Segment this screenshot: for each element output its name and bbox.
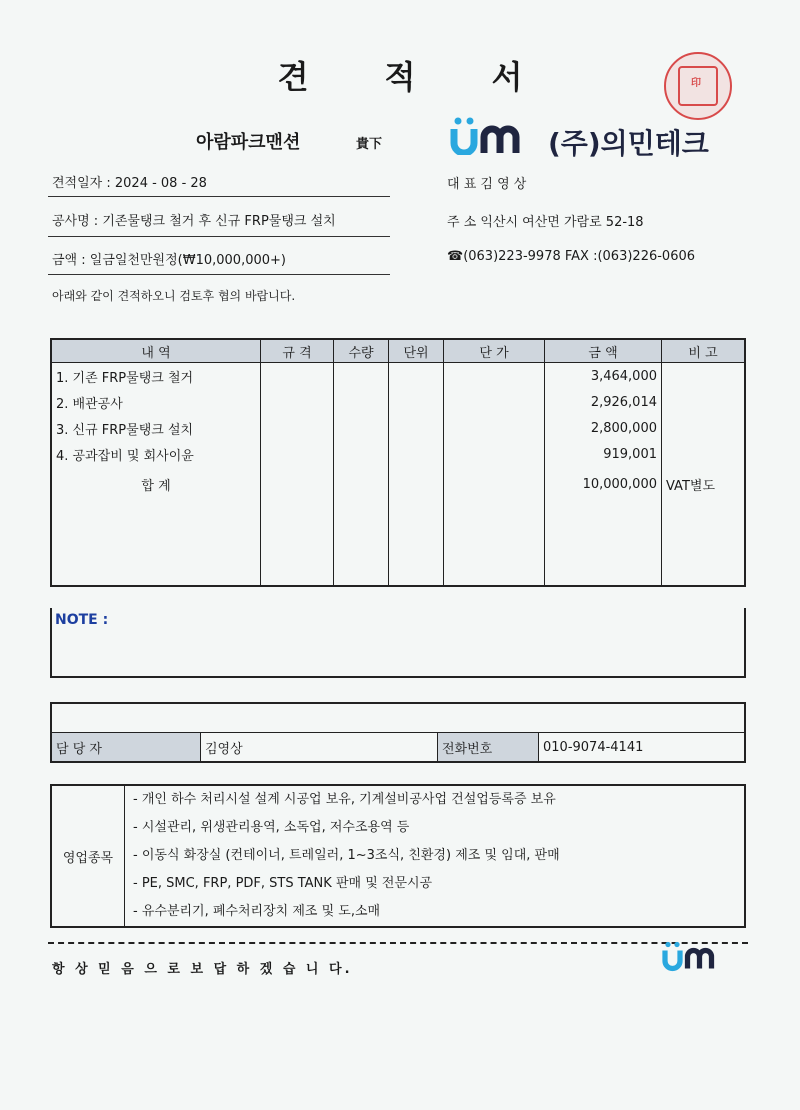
company-phone: ☎(063)223-9978 FAX :(063)226-0606 xyxy=(447,249,696,264)
business-table xyxy=(50,784,746,928)
header-spec: 규 격 xyxy=(261,339,334,363)
table-row xyxy=(51,389,745,415)
table-row xyxy=(51,363,745,390)
total-remark: VAT별도 xyxy=(662,467,746,501)
title-char: 서 xyxy=(491,58,523,96)
footer-logo-icon xyxy=(662,938,734,972)
contact-phone: 010-9074-4141 xyxy=(539,733,746,763)
contact-table xyxy=(50,702,746,763)
header-qty: 수량 xyxy=(334,339,389,363)
total-row-amount: 10,000,000 xyxy=(545,467,662,501)
business-line: - 유수분리기, 폐수처리장치 제조 및 도,소매 xyxy=(133,904,381,919)
title-char: 견 xyxy=(277,58,309,96)
quote-date: 견적일자 : 2024 - 08 - 28 xyxy=(52,176,207,191)
table-row xyxy=(51,415,745,441)
row-amount: 3,464,000 xyxy=(545,363,662,390)
business-label: 영업종목 xyxy=(51,785,125,927)
intro-text: 아래와 같이 견적하오니 검토후 협의 바랍니다. xyxy=(52,289,296,303)
table-header xyxy=(51,339,745,363)
project-name: 공사명 : 기존물탱크 철거 후 신규 FRP물탱크 설치 xyxy=(52,214,336,229)
header-amount: 금 액 xyxy=(545,339,662,363)
phone-label: 전화번호 xyxy=(438,733,539,763)
row-amount: 2,926,014 xyxy=(545,389,662,415)
divider xyxy=(48,942,748,944)
row-item: 2. 배관공사 xyxy=(51,389,261,415)
company-name: (주)의민테크 xyxy=(548,127,709,160)
business-line: - 시설관리, 위생관리용역, 소독업, 저수조용역 등 xyxy=(133,820,410,835)
row-amount: 919,001 xyxy=(545,441,662,467)
business-line: - 이동식 화장실 (컨테이너, 트레일러, 1~3조식, 친환경) 제조 및 임대, 판매 xyxy=(133,848,560,863)
total-label: 합 계 xyxy=(51,467,261,501)
row-amount: 2,800,000 xyxy=(545,415,662,441)
company-seal-stamp: 印 xyxy=(664,52,732,120)
company-motto: 항 상 믿 음 으 로 보 답 하 겠 습 니 다. xyxy=(52,962,353,977)
header-item: 내 역 xyxy=(51,339,261,363)
representative: 대 표 김 영 상 xyxy=(447,177,527,192)
client-name: 아람파크맨션 xyxy=(196,132,301,153)
contact-person: 김영상 xyxy=(201,733,438,763)
person-label: 담 당 자 xyxy=(51,733,201,763)
header-remark: 비 고 xyxy=(662,339,746,363)
note-box xyxy=(50,608,746,678)
header-unit: 단위 xyxy=(389,339,444,363)
company-logo-icon xyxy=(450,115,546,155)
quote-table xyxy=(50,338,746,587)
header-unit-price: 단 가 xyxy=(444,339,545,363)
total-row xyxy=(51,467,745,501)
title-char: 적 xyxy=(384,58,416,96)
table-row xyxy=(51,441,745,467)
row-item: 1. 기존 FRP물탱크 철거 xyxy=(51,363,261,390)
total-amount: 금액 : 일금일천만원정(₩10,000,000+) xyxy=(52,253,286,268)
row-item: 4. 공과잡비 및 회사이윤 xyxy=(51,441,261,467)
business-line: - PE, SMC, FRP, PDF, STS TANK 판매 및 전문시공 xyxy=(133,876,433,891)
business-line: - 개인 하수 처리시설 설계 시공업 보유, 기계설비공사업 건설업등록증 보유 xyxy=(133,792,556,807)
note-label: NOTE : xyxy=(55,612,109,628)
company-address: 주 소 익산시 여산면 가람로 52-18 xyxy=(447,215,644,230)
row-item: 3. 신규 FRP물탱크 설치 xyxy=(51,415,261,441)
client-honorific: 貴下 xyxy=(356,137,383,152)
